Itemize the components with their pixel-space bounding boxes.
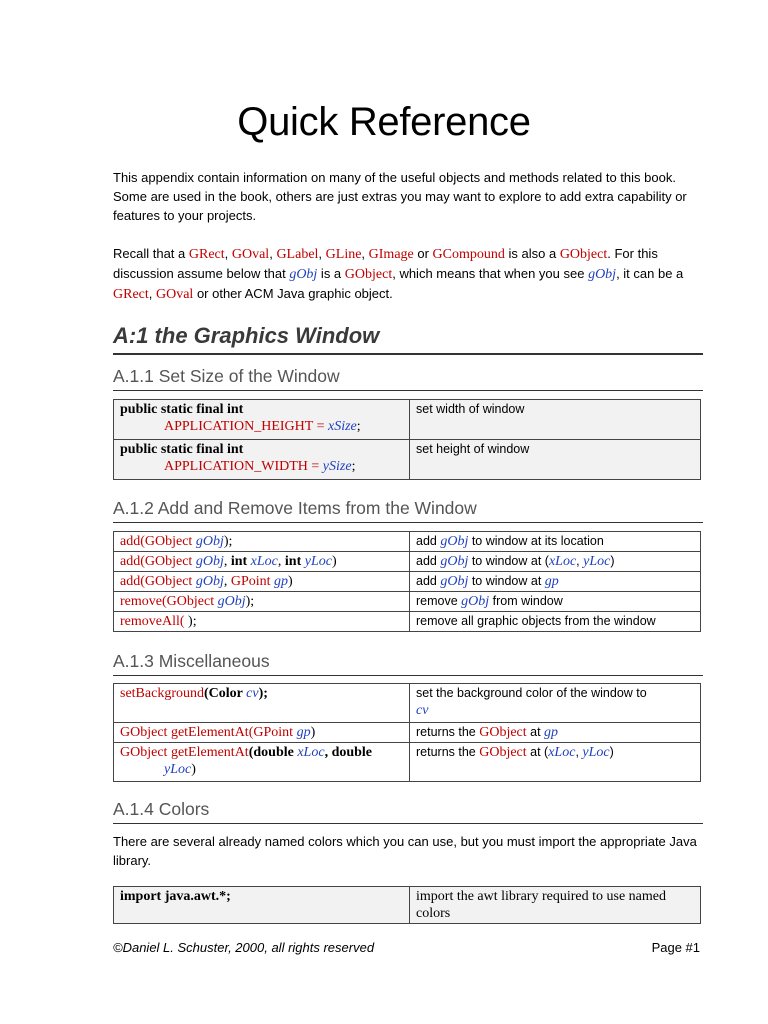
code-cell: add(GObject gObj, GPoint gp) <box>114 572 410 592</box>
code-cell: GObject getElementAt(GPoint gp) <box>114 723 410 743</box>
code-cell: public static final int APPLICATION_WIDTH = ySize; <box>114 440 410 480</box>
code-cell: add(GObject gObj, int xLoc, int yLoc) <box>114 552 410 572</box>
table-colors <box>113 886 701 924</box>
footer-page-number: Page #1 <box>651 940 700 955</box>
description-cell: returns the GObject at (xLoc, yLoc) <box>410 743 701 782</box>
table-row <box>114 552 701 572</box>
table-row <box>114 612 701 632</box>
colors-paragraph: There are several already named colors which you can use, but you must import the appropriate Java library. <box>113 834 697 868</box>
description-cell: set the background color of the window to cv <box>410 684 701 723</box>
table-set-size <box>113 399 701 480</box>
description-cell: add gObj to window at (xLoc, yLoc) <box>410 552 701 572</box>
table-row <box>114 572 701 592</box>
section-heading-a12: A.1.2 Add and Remove Items from the Window <box>113 496 703 523</box>
description-cell: set width of window <box>410 400 701 440</box>
description-cell: returns the GObject at gp <box>410 723 701 743</box>
table-add-remove <box>113 531 701 632</box>
section-heading-a13: A.1.3 Miscellaneous <box>113 649 703 676</box>
description-cell: set height of window <box>410 440 701 480</box>
table-miscellaneous <box>113 683 701 782</box>
description-cell: import the awt library required to use named colors <box>410 887 701 924</box>
code-cell: remove(GObject gObj); <box>114 592 410 612</box>
table-row <box>114 440 701 480</box>
code-cell: GObject getElementAt(double xLoc, double yLoc) <box>114 743 410 782</box>
footer-copyright: ©Daniel L. Schuster, 2000, all rights reserved <box>113 940 375 955</box>
code-cell: setBackground(Color cv); <box>114 684 410 723</box>
intro-paragraph-2: Recall that a GRect, GOval, GLabel, GLine, GImage or GCompound is also a GObject. For this discussion assume below that gObj is a GObject, which means that when you see gObj, it can be a GRect, GOval or other ACM Java graphic object. <box>113 246 684 302</box>
code-cell: add(GObject gObj); <box>114 532 410 552</box>
table-row <box>114 400 701 440</box>
section-heading-a11: A.1.1 Set Size of the Window <box>113 364 703 391</box>
intro-paragraph-1: This appendix contain information on many of the useful objects and methods related to this book. Some are used in the book, others are just extras you may want to explore to add extra capability or features to your projects. <box>113 170 687 223</box>
code-cell: removeAll( ); <box>114 612 410 632</box>
description-cell: remove all graphic objects from the window <box>410 612 701 632</box>
section-heading-a14: A.1.4 Colors <box>113 797 703 824</box>
description-cell: remove gObj from window <box>410 592 701 612</box>
table-row <box>114 723 701 743</box>
description-cell: add gObj to window at its location <box>410 532 701 552</box>
code-cell: import java.awt.*; <box>114 887 410 924</box>
section-heading-a1: A:1 the Graphics Window <box>113 321 703 355</box>
table-row <box>114 684 701 723</box>
table-row <box>114 887 701 924</box>
page-title: Quick Reference <box>237 100 531 144</box>
table-row <box>114 532 701 552</box>
description-cell: add gObj to window at gp <box>410 572 701 592</box>
table-row <box>114 592 701 612</box>
code-cell: public static final int APPLICATION_HEIGHT = xSize; <box>114 400 410 440</box>
table-row <box>114 743 701 782</box>
